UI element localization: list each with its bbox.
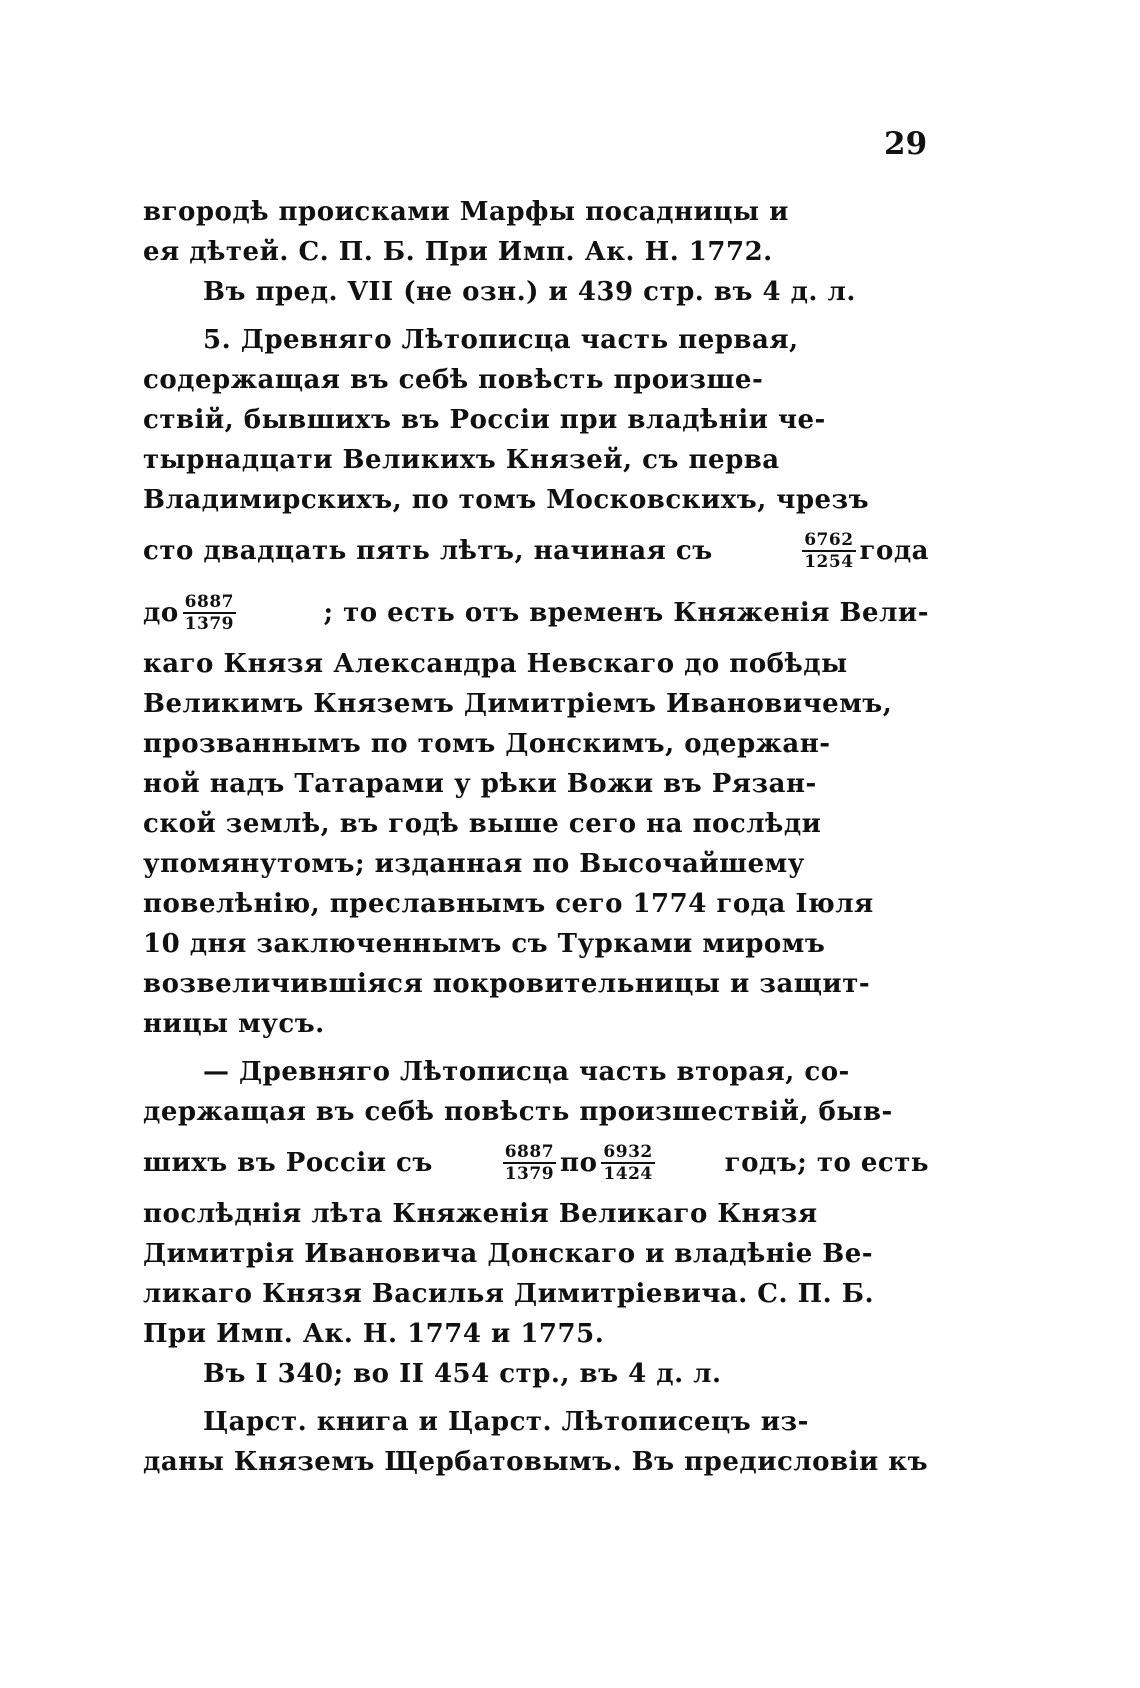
fraction-denominator: 1254 bbox=[804, 552, 854, 572]
text-line: повелѣнію, преславнымъ сего 1774 года Іюля bbox=[143, 889, 874, 919]
text-line: тырнадцати Великихъ Князей, съ перва bbox=[143, 445, 780, 475]
text-line-with-fraction bbox=[143, 1132, 929, 1194]
text-line: послѣднія лѣта Княженія Великаго Князя bbox=[143, 1199, 818, 1229]
line-segment: шихъ въ Россіи съ bbox=[143, 1148, 433, 1178]
body-text bbox=[143, 192, 929, 1482]
fraction-numerator: 6932 bbox=[603, 1142, 653, 1162]
year-fraction bbox=[802, 530, 855, 572]
fraction-denominator: 1379 bbox=[504, 1164, 555, 1184]
text-line: Царст. книга и Царст. Лѣтописецъ из- bbox=[203, 1407, 809, 1437]
fraction-denominator: 1424 bbox=[603, 1164, 653, 1184]
page-number: 29 bbox=[884, 126, 928, 162]
text-line: ницы мусъ. bbox=[143, 1009, 325, 1039]
line-segment: ; то есть отъ временъ Княженія Вели- bbox=[323, 598, 929, 628]
text-line-with-fraction bbox=[143, 520, 929, 582]
text-line: Въ пред. VII (не озн.) и 439 стр. въ 4 д. л. bbox=[203, 277, 856, 307]
text-line: ствій, бывшихъ въ Россіи при владѣніи че- bbox=[143, 405, 826, 435]
fraction-numerator: 6887 bbox=[504, 1142, 555, 1162]
text-line: держащая въ себѣ повѣсть произшествій, быв- bbox=[143, 1097, 893, 1127]
line-segment: года bbox=[859, 536, 929, 566]
text-line: Въ I 340; во II 454 стр., въ 4 д. л. bbox=[203, 1359, 722, 1389]
line-segment: до bbox=[143, 598, 179, 628]
line-segment: сто двадцать пять лѣтъ, начиная съ bbox=[143, 536, 713, 566]
text-line: Димитрія Ивановича Донскаго и владѣніе Ве- bbox=[143, 1239, 874, 1269]
text-line: 5. Древняго Лѣтописца часть первая, bbox=[203, 325, 799, 355]
text-line: При Имп. Ак. Н. 1774 и 1775. bbox=[143, 1319, 605, 1349]
year-fraction bbox=[183, 592, 236, 634]
text-line: возвеличившіяся покровительницы и защит- bbox=[143, 969, 871, 999]
text-line: ной надъ Татарами у рѣки Вожи въ Рязан- bbox=[143, 769, 817, 799]
text-line: каго Князя Александра Невскаго до побѣды bbox=[143, 649, 848, 679]
text-line: вгородѣ происками Марфы посадницы и bbox=[143, 197, 789, 227]
text-line: упомянутомъ; изданная по Высочайшему bbox=[143, 849, 805, 879]
text-line: ея дѣтей. С. П. Б. При Имп. Ак. Н. 1772. bbox=[143, 237, 773, 267]
text-line: — Древняго Лѣтописца часть вторая, со- bbox=[203, 1057, 850, 1087]
year-fraction bbox=[601, 1142, 654, 1184]
text-line: ликаго Князя Василья Димитріевича. С. П. Б. bbox=[143, 1279, 875, 1309]
text-line: ской землѣ, въ годѣ выше сего на послѣди bbox=[143, 809, 822, 839]
fraction-numerator: 6887 bbox=[184, 592, 234, 612]
text-line: Великимъ Княземъ Димитріемъ Ивановичемъ, bbox=[143, 689, 893, 719]
text-line-with-fraction bbox=[143, 582, 929, 644]
line-segment: по bbox=[560, 1148, 598, 1178]
line-segment: годъ; то есть bbox=[724, 1148, 929, 1178]
text-line: Владимирскихъ, по томъ Московскихъ, чрезъ bbox=[143, 485, 870, 515]
text-line: 10 дня заключеннымъ съ Турками миромъ bbox=[143, 929, 826, 959]
text-line: даны Княземъ Щербатовымъ. Въ предисловіи къ bbox=[143, 1447, 929, 1477]
year-fraction bbox=[503, 1142, 556, 1184]
text-line: содержащая въ себѣ повѣсть произше- bbox=[143, 365, 764, 395]
text-line: прозваннымъ по томъ Донскимъ, одержан- bbox=[143, 729, 831, 759]
fraction-denominator: 1379 bbox=[184, 614, 234, 634]
fraction-numerator: 6762 bbox=[804, 530, 854, 550]
